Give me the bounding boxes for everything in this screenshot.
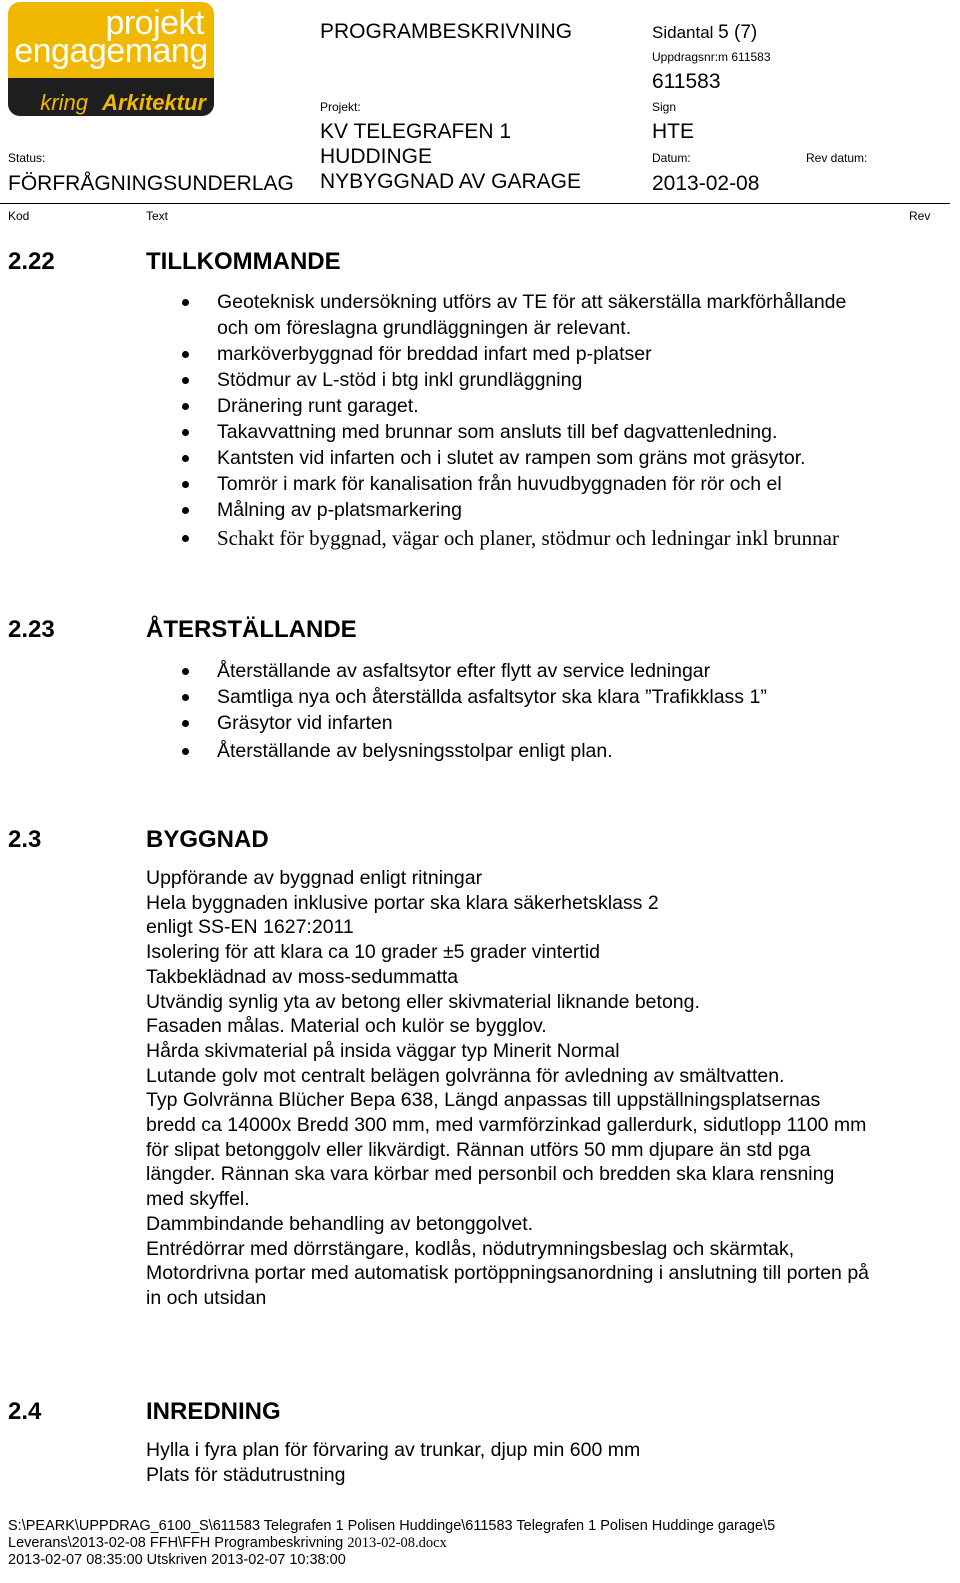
body-line: Hela byggnaden inklusive portar ska klara säkerhetsklass 2: [146, 891, 659, 914]
company-logo: [8, 2, 214, 116]
list-item: Målning av p-platsmarkering: [146, 497, 846, 523]
section-title: ÅTERSTÄLLANDE: [146, 616, 357, 643]
footer-path-line1: S:\PEARK\UPPDRAG_6100_S\611583 Telegrafen 1 Polisen Huddinge\611583 Telegrafen 1 Polisen Huddinge garage\5: [8, 1518, 776, 1534]
section-number: 2.22: [8, 248, 55, 275]
logo-line2: engagemang: [14, 32, 208, 70]
assignment-value: 611583: [652, 70, 721, 93]
rev-date-label: Rev datum:: [806, 151, 868, 165]
column-rev: Rev: [909, 209, 931, 223]
body-line: Isolering för att klara ca 10 grader ±5 grader vintertid: [146, 941, 601, 964]
section-number: 2.3: [8, 826, 42, 853]
list-item: Samtliga nya och återställda asfaltsytor ska klara ”Trafikklass 1”: [146, 684, 767, 710]
sign-label: Sign: [652, 100, 677, 114]
list-item: Återställande av asfaltsytor efter flytt av service ledningar: [146, 658, 767, 684]
list-item: marköverbyggnad för breddad infart med p-platser: [146, 341, 846, 367]
section-body: [146, 1438, 956, 1487]
body-line: Takbeklädnad av moss-sedummatta: [146, 965, 459, 988]
date-value: 2013-02-08: [652, 172, 760, 195]
list-item: Dränering runt garaget.: [146, 393, 846, 419]
body-line: enligt SS-EN 1627:2011: [146, 916, 354, 939]
project-line1: KV TELEGRAFEN 1: [320, 120, 512, 143]
body-line: Hylla i fyra plan för förvaring av trunkar, djup min 600 mm: [146, 1439, 641, 1461]
section-body: [146, 866, 956, 1311]
footer-path-line2: Leverans\2013-02-08 FFH\FFH Programbeskrivning 2013-02-08.docx: [8, 1535, 447, 1551]
section-number: 2.4: [8, 1398, 42, 1425]
column-kod: Kod: [8, 209, 30, 223]
header-divider: [0, 203, 950, 204]
body-line: Entrédörrar med dörrstängare, kodlås, nödutrymningsbeslag och skärmtak,: [146, 1237, 795, 1260]
body-line: Lutande golv mot centralt belägen golvränna för avledning av smältvatten.: [146, 1064, 785, 1087]
page-count: [652, 22, 757, 44]
list-item: Tomrör i mark för kanalisation från huvudbyggnaden för rör och el: [146, 471, 846, 497]
body-line: Typ Golvränna Blücher Bepa 638, Längd anpassas till uppställningsplatsernas: [146, 1089, 821, 1112]
sign-value: HTE: [652, 120, 694, 143]
assignment-label: Uppdragsnr:m 611583: [652, 50, 771, 64]
footer-timestamp: 2013-02-07 08:35:00 Utskriven 2013-02-07 10:38:00: [8, 1552, 346, 1568]
document-title: PROGRAMBESKRIVNING: [320, 20, 573, 43]
section-title: TILLKOMMANDE: [146, 248, 341, 275]
project-line3: NYBYGGNAD AV GARAGE: [320, 170, 582, 193]
body-line: Fasaden målas. Material och kulör se bygglov.: [146, 1015, 547, 1038]
project-label: Projekt:: [320, 100, 361, 114]
body-line: Motordrivna portar med automatisk portöppningsanordning i anslutning till porten på: [146, 1262, 870, 1285]
section-title: BYGGNAD: [146, 826, 269, 853]
logo-band-main: Arkitektur: [102, 90, 206, 115]
list-item: Takavvattning med brunnar som ansluts till bef dagvattenledning.: [146, 419, 846, 445]
body-line: Hårda skivmaterial på insida väggar typ Minerit Normal: [146, 1039, 620, 1062]
body-line: Plats för städutrustning: [146, 1463, 346, 1486]
list-item: Stödmur av L-stöd i btg inkl grundläggning: [146, 367, 846, 393]
body-line: Utvändig synlig yta av betong eller skivmaterial liknande betong.: [146, 990, 700, 1013]
logo-band: [8, 78, 214, 116]
bullet-list: [146, 658, 767, 764]
list-item: Återställande av belysningsstolpar enligt plan.: [146, 738, 767, 764]
body-line: in och utsidan: [146, 1286, 267, 1309]
list-item: Geoteknisk undersökning utförs av TE för att säkerställa markförhållande och om föreslagna grundläggningen är relevant.: [146, 289, 846, 341]
bullet-list: [146, 289, 846, 553]
body-line: bredd ca 14000x Bredd 300 mm, med varmförzinkad gallerdurk, sidutlopp 1100 mm: [146, 1114, 867, 1137]
body-line: Uppförande av byggnad enligt ritningar: [146, 867, 483, 889]
body-line: för slipat betonggolv eller likvärdigt. Rännan utförs 50 mm djupare än std pga: [146, 1138, 811, 1161]
status-value: FÖRFRÅGNINGSUNDERLAG: [8, 172, 294, 195]
body-line: Dammbindande behandling av betonggolvet.: [146, 1212, 534, 1235]
section-title: INREDNING: [146, 1398, 281, 1425]
page-count-value: 5 (7): [718, 22, 758, 43]
column-text: Text: [146, 209, 169, 223]
page-count-label: Sidantal: [652, 23, 714, 42]
logo-line1: projekt: [105, 4, 204, 42]
section-number: 2.23: [8, 616, 55, 643]
list-item: Kantsten vid infarten och i slutet av rampen som gräns mot gräsytor.: [146, 445, 846, 471]
status-label: Status:: [8, 151, 46, 165]
body-line: längder. Rännan ska vara körbar med personbil och bredden ska klara rensning: [146, 1163, 835, 1186]
date-label: Datum:: [652, 151, 691, 165]
body-line: med skyffel.: [146, 1188, 250, 1211]
logo-band-prefix: kring: [40, 90, 88, 115]
project-line2: HUDDINGE: [320, 145, 433, 168]
list-item: Gräsytor vid infarten: [146, 710, 767, 736]
list-item: Schakt för byggnad, vägar och planer, stödmur och ledningar inkl brunnar: [146, 523, 846, 553]
